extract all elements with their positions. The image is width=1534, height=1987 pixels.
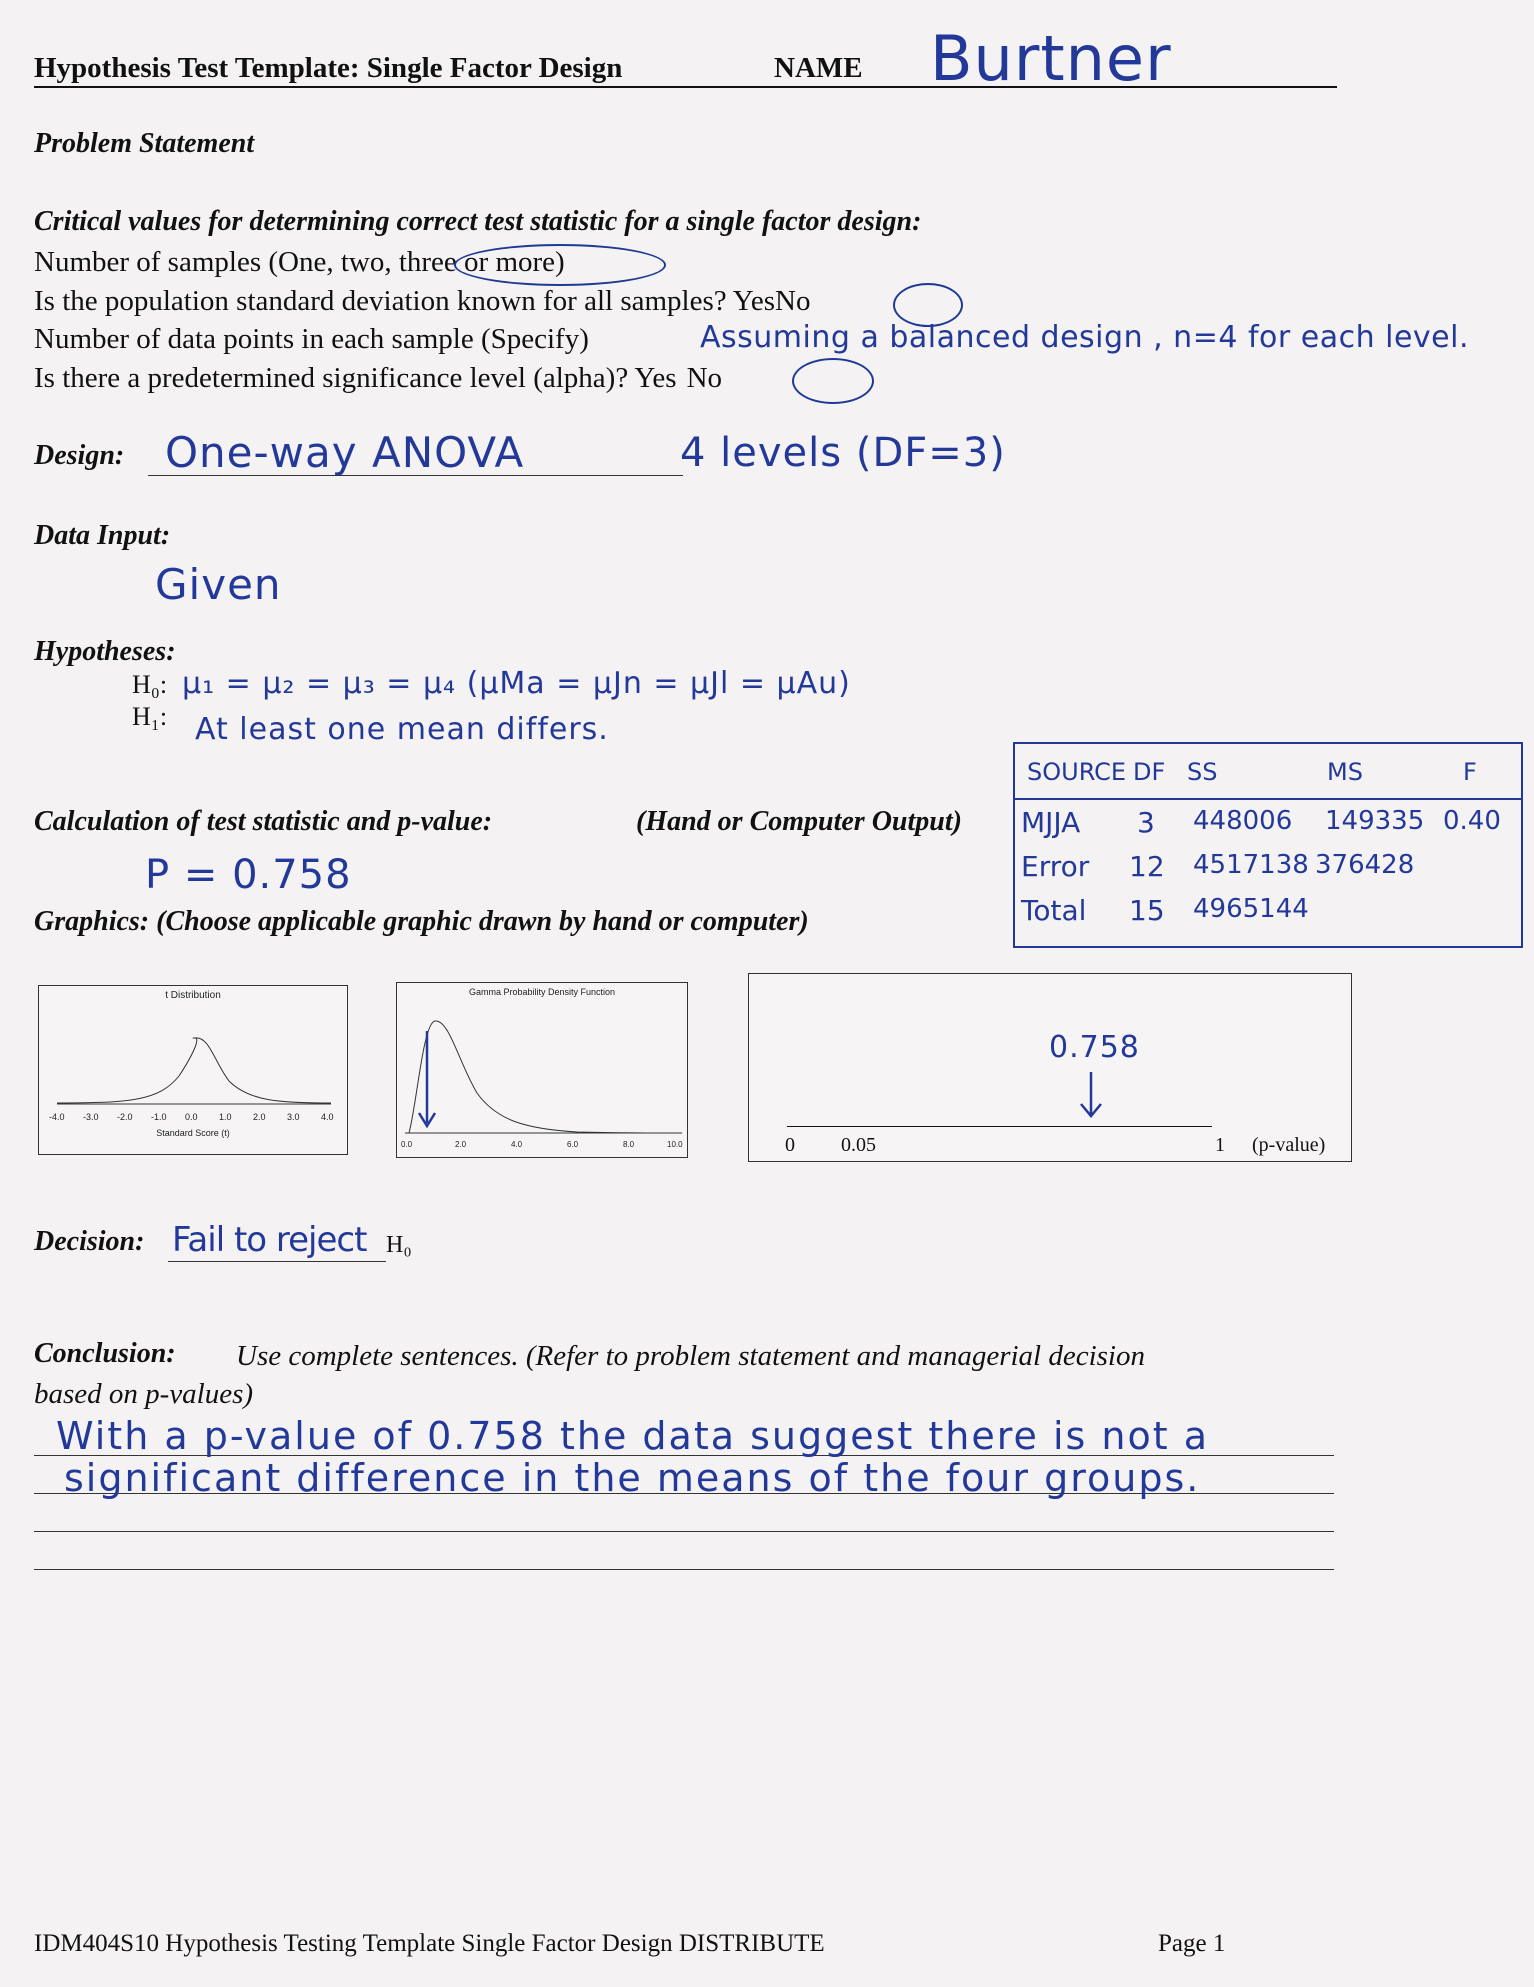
footer-document-id: IDM404S10 Hypothesis Testing Template Single Factor Design DISTRIBUTE xyxy=(34,1930,825,1957)
p-value-marker-arrow xyxy=(1071,1070,1111,1120)
p-value-axis-label: (p-value) xyxy=(1252,1134,1326,1156)
conclusion-text-2: significant difference in the means of the four groups. xyxy=(64,1456,1201,1500)
anova-header-f: F xyxy=(1463,758,1477,786)
t-tick: 3.0 xyxy=(287,1112,300,1122)
alpha-answer-circle xyxy=(792,358,874,404)
anova-table xyxy=(1013,742,1523,948)
p-value-tick-005: 0.05 xyxy=(841,1134,876,1156)
gamma-tick: 6.0 xyxy=(567,1140,579,1149)
t-tick: 2.0 xyxy=(253,1112,266,1122)
conclusion-line-3 xyxy=(34,1531,1334,1532)
data-input-label: Data Input: xyxy=(34,520,171,551)
gamma-tick: 8.0 xyxy=(623,1140,635,1149)
design-note: 4 levels (DF=3) xyxy=(680,430,1006,476)
p-value-line-box xyxy=(748,973,1352,1162)
alpha-question xyxy=(34,362,722,395)
page-title: Hypothesis Test Template: Single Factor Design xyxy=(34,52,623,84)
alpha-answer: No xyxy=(686,362,723,394)
anova-cell: 3 xyxy=(1137,806,1155,839)
anova-cell: 0.40 xyxy=(1443,806,1501,836)
design-label: Design: xyxy=(34,440,125,471)
t-tick: -2.0 xyxy=(117,1112,133,1122)
t-tick: 0.0 xyxy=(185,1112,198,1122)
conclusion-text-1: With a p-value of 0.758 the data suggest there is not a xyxy=(56,1414,1210,1458)
anova-cell: MJJA xyxy=(1021,806,1081,839)
anova-row-error xyxy=(1015,850,1521,890)
anova-row-total xyxy=(1015,894,1521,934)
std-question xyxy=(34,285,810,318)
conclusion-line-4 xyxy=(34,1569,1334,1570)
design-value: One-way ANOVA xyxy=(165,428,525,477)
gamma-chart-plot xyxy=(397,983,687,1157)
datapoints-text: Number of data points in each sample (Specify) xyxy=(34,323,589,355)
anova-cell: 376428 xyxy=(1315,850,1415,880)
graphics-label: Graphics: (Choose applicable graphic drawn by hand or computer) xyxy=(34,906,809,937)
anova-row-mjja xyxy=(1015,806,1521,846)
alpha-prefix: Is there a predetermined significance level (alpha)? Yes xyxy=(34,362,677,394)
conclusion-label: Conclusion: xyxy=(34,1338,176,1369)
anova-header-ss: SS xyxy=(1187,758,1218,786)
data-input-value: Given xyxy=(155,560,282,609)
t-tick: -1.0 xyxy=(151,1112,167,1122)
t-tick: -4.0 xyxy=(49,1112,65,1122)
gamma-tick: 4.0 xyxy=(511,1140,523,1149)
gamma-tick: 2.0 xyxy=(455,1140,467,1149)
samples-prefix: Number of samples (One, two, xyxy=(34,246,392,278)
anova-cell: 4517138 xyxy=(1193,850,1309,880)
samples-answer: three or more) xyxy=(398,246,565,278)
anova-header-df: DF xyxy=(1133,758,1166,786)
anova-cell: Total xyxy=(1021,894,1087,927)
h1-value: At least one mean differs. xyxy=(195,712,609,747)
anova-cell: 149335 xyxy=(1325,806,1425,836)
p-value-tick-1: 1 xyxy=(1215,1134,1225,1156)
h1-label: H₁: xyxy=(132,702,168,731)
decision-underline xyxy=(168,1261,386,1262)
gamma-tick: 0.0 xyxy=(401,1140,413,1149)
decision-label: Decision: xyxy=(34,1226,145,1257)
h0-label: H₀: xyxy=(132,670,168,699)
std-answer: No xyxy=(775,285,811,317)
anova-cell: 448006 xyxy=(1193,806,1293,836)
t-tick: 1.0 xyxy=(219,1112,232,1122)
anova-cell: 12 xyxy=(1129,850,1165,883)
h0-value: μ₁ = μ₂ = μ₃ = μ₄ (μMa = μJn = μJl = μAu) xyxy=(182,666,851,701)
conclusion-instructions-1: Use complete sentences. (Refer to problem statement and managerial decision xyxy=(236,1340,1145,1372)
anova-cell: 4965144 xyxy=(1193,894,1309,924)
output-label: (Hand or Computer Output) xyxy=(636,806,962,837)
conclusion-instructions-2: based on p-values) xyxy=(34,1378,254,1410)
anova-header-ms: MS xyxy=(1327,758,1363,786)
datapoints-question xyxy=(34,323,589,356)
problem-statement-heading: Problem Statement xyxy=(34,128,255,159)
student-name: Burtner xyxy=(930,22,1172,95)
std-prefix: Is the population standard deviation known for all samples? Yes xyxy=(34,285,775,317)
t-distribution-chart xyxy=(38,985,348,1155)
anova-cell: Error xyxy=(1021,850,1090,883)
p-value-result: P = 0.758 xyxy=(145,852,352,898)
p-value-marker-label: 0.758 xyxy=(1049,1030,1140,1065)
hypotheses-label: Hypotheses: xyxy=(34,636,176,667)
t-chart-xlabel: Standard Score (t) xyxy=(156,1128,230,1138)
gamma-chart-curve xyxy=(409,1021,682,1133)
calculation-label: Calculation of test statistic and p-value: xyxy=(34,806,493,837)
footer-page-number: Page 1 xyxy=(1158,1930,1226,1957)
p-value-axis xyxy=(787,1126,1212,1127)
t-chart-title: t Distribution xyxy=(165,990,221,1001)
datapoints-answer: Assuming a balanced design , n=4 for each level. xyxy=(700,320,1470,355)
t-chart-curve xyxy=(57,1038,331,1103)
anova-cell: 15 xyxy=(1129,894,1165,927)
gamma-tick: 10.0 xyxy=(667,1140,683,1149)
gamma-chart xyxy=(396,982,688,1158)
t-tick: -3.0 xyxy=(83,1112,99,1122)
decision-value: Fail to reject xyxy=(172,1220,367,1260)
gamma-chart-title: Gamma Probability Density Function xyxy=(468,987,616,997)
critical-values-heading: Critical values for determining correct test statistic for a single factor design: xyxy=(34,206,922,237)
t-tick: 4.0 xyxy=(321,1112,334,1122)
anova-header-row xyxy=(1015,758,1521,800)
anova-header-source: SOURCE xyxy=(1027,758,1127,786)
samples-answer-circle xyxy=(454,244,666,286)
name-label: NAME xyxy=(774,52,863,84)
p-value-tick-0: 0 xyxy=(785,1134,795,1156)
decision-suffix: H₀ xyxy=(386,1232,412,1258)
